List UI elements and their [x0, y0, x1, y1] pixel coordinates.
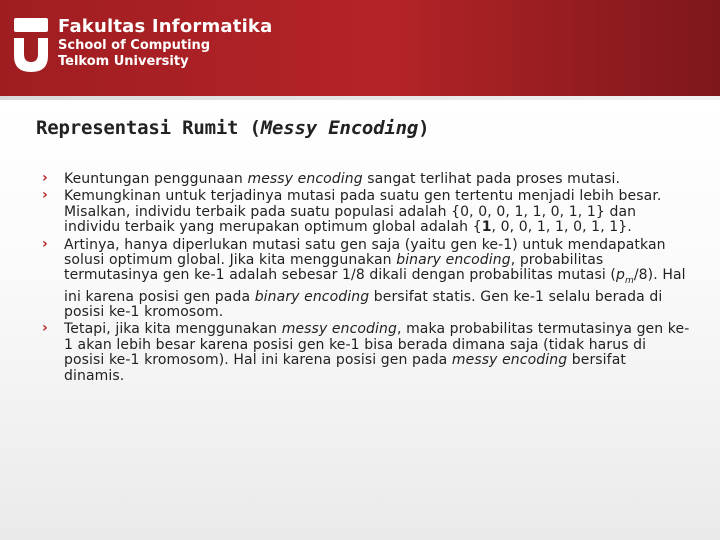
bullet-text-italic: binary encoding — [396, 252, 511, 269]
chevron-right-icon: › — [42, 187, 48, 204]
bullet-text: Kemungkinan untuk terjadinya mutasi pada suatu gen tertentu menjadi lebih besar. Misalkan, individu terbaik pada suatu populasi adalah {0, 0, 0, 1, 1, 0, 1, 1} dan individu terbaik yang merupakan optimum global adalah { — [64, 188, 662, 236]
faculty-brand — [58, 16, 272, 70]
bullet-text: sangat terlihat pada proses mutasi. — [362, 171, 621, 187]
bullet-text-subscript: m — [624, 276, 634, 287]
title-suffix: ) — [418, 117, 430, 139]
brand-line-school: School of Computing — [58, 38, 211, 53]
chevron-right-icon: › — [42, 170, 48, 186]
bullet-text-italic: messy encoding — [247, 171, 363, 187]
header-banner — [0, 0, 720, 96]
bullet-text: Tetapi, jika kita menggunakan — [64, 321, 282, 338]
brand-line-faculty: Fakultas Informatika — [58, 16, 273, 37]
title-prefix: Representasi Rumit ( — [36, 117, 261, 139]
bullet-text: , 0, 0, 1, 1, 0, 1, 1}. — [491, 219, 632, 236]
bullet-text: Artinya, hanya diperlukan mutasi satu gen saja (yaitu gen ke-1) untuk mendapatkan solusi optimum global. Jika kita menggunakan — [64, 236, 666, 269]
bullet-text: , maka probabilitas termutasinya gen ke-1 akan lebih besar karena posisi gen ke-1 bisa berada dimana saja (tidak harus di posisi ke-1 kromosom). Hal ini karena posisi gen pada — [64, 321, 690, 369]
bullet-item — [40, 235, 690, 321]
slide-title — [36, 117, 429, 139]
bullet-text-italic: p — [615, 267, 625, 284]
bullet-item — [40, 172, 690, 187]
bullet-text-italic: binary encoding — [254, 288, 370, 305]
bullet-text: , probabilitas termutasinya gen ke-1 adalah sebesar 1/8 dikali dengan probabilitas mutasi ( — [64, 252, 616, 284]
bullet-text-italic: messy encoding — [281, 321, 397, 338]
bullet-item — [40, 322, 690, 384]
bullet-item — [40, 189, 690, 235]
bullet-text: /8). Hal ini karena posisi gen pada — [64, 267, 686, 305]
title-italic: Messy Encoding — [260, 117, 419, 139]
bullet-list — [40, 172, 690, 384]
header-shade — [360, 0, 720, 96]
bullet-text: bersifat dinamis. — [64, 352, 626, 384]
telkom-university-logo-icon — [14, 18, 48, 72]
bullet-text-italic: messy encoding — [451, 352, 568, 369]
chevron-right-icon: › — [42, 235, 48, 252]
brand-line-university: Telkom University — [58, 54, 189, 69]
chevron-right-icon: › — [42, 320, 48, 337]
bullet-text-bold: 1 — [481, 219, 492, 236]
bullet-text: bersifat statis. Gen ke-1 selalu berada di posisi ke-1 kromosom. — [64, 288, 663, 321]
bullet-text: Keuntungan penggunaan — [64, 171, 248, 187]
